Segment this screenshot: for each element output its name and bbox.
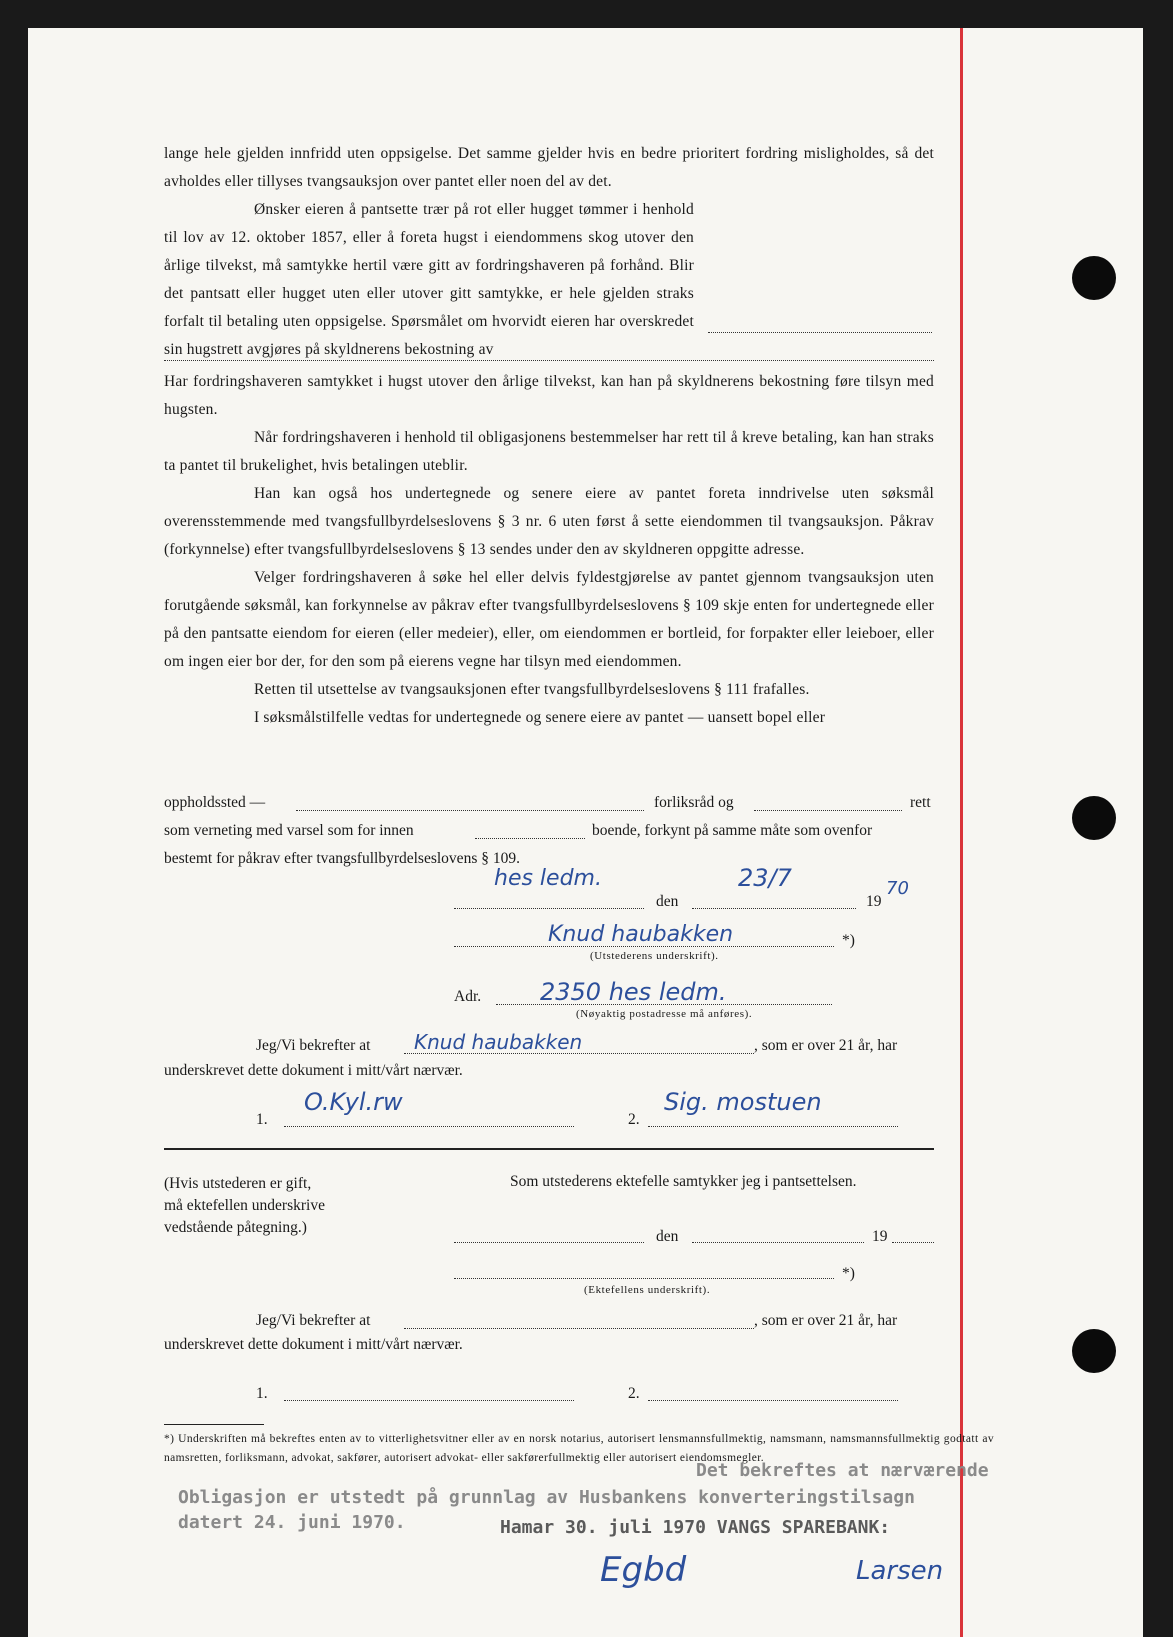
signature-line: [454, 946, 834, 947]
spouse-note-line: må ektefellen underskrive: [164, 1197, 325, 1214]
paragraph: Har fordringshaveren samtykket i hugst utover den årlige tilvekst, kan han på skyldnerens bekostning føre tilsyn med hugsten.: [164, 373, 934, 418]
stamp-line: datert 24. juni 1970.: [178, 1512, 406, 1533]
signature-line: [648, 1400, 898, 1401]
witness-signature-1: O.Kyl.rw: [304, 1088, 403, 1116]
bank-signature: Larsen: [856, 1556, 944, 1586]
punch-hole: [1072, 256, 1116, 300]
handwritten-year: 70: [886, 878, 909, 899]
fill-line: [454, 908, 644, 909]
confirm-label: underskrevet dette dokument i mitt/vårt nærvær.: [164, 1336, 463, 1353]
year-label: 19: [872, 1228, 888, 1245]
witness-number: 2.: [628, 1111, 640, 1128]
year-label: 19: [866, 893, 882, 910]
fill-line: [404, 1328, 754, 1329]
paragraph: Ønsker eieren å pantsette trær på rot eller hugget tømmer i henhold til lov av 12. oktober 1857, eller å foreta hugst i eiendommens skog utover den årlige tilvekst, må samtykke hertil være gitt av fordringshaveren på forhånd. Blir det pantsatt eller hugget uten eller utover gitt samtykke, er hele gjelden straks forfalt til betaling uten oppsigelse. Spørsmålet om hvorvidt eieren har overskredet sin hugstrett avgjøres på skyldnerens bekostning av: [164, 201, 694, 358]
fill-line: [454, 1242, 644, 1243]
fill-line: [692, 1242, 864, 1243]
fill-line: [754, 810, 902, 811]
body-text-main: [164, 368, 934, 732]
footnote-marker: *): [842, 932, 855, 949]
venue-label: boende, forkynt på samme måte som ovenfor: [592, 822, 873, 839]
stamp-line: Obligasjon er utstedt på grunnlag av Husbankens konverteringstilsagn: [178, 1487, 915, 1508]
signature-line: [284, 1126, 574, 1127]
handwritten-name: Knud haubakken: [414, 1030, 583, 1054]
paragraph: Velger fordringshaveren å søke hel eller delvis fyldestgjørelse av pantet gjennom tvangsauksjon uten forutgående søksmål, kan forkynnelse av påkrav efter tvangsfullbyrdelseslovens § 109 skje enten for undertegnede eller på den pantsatte eiendom for eieren (eller medeier), eller, om eiendommen er bortleid, for forpakter eller leieboer, eller om ingen eier bor der, for den som på eierens vegne har tilsyn med eiendommen.: [164, 569, 934, 670]
confirm-label: Jeg/Vi bekrefter at: [256, 1312, 371, 1329]
handwritten-address: 2350 hes ledm.: [540, 978, 727, 1006]
witness-signature-2: Sig. mostuen: [664, 1088, 822, 1116]
punch-hole: [1072, 1329, 1116, 1373]
confirm-label: , som er over 21 år, har: [754, 1037, 898, 1054]
signature-line: [284, 1400, 574, 1401]
witness-number: 1.: [256, 1111, 268, 1128]
confirm-label: underskrevet dette dokument i mitt/vårt nærvær.: [164, 1062, 463, 1079]
spouse-note: [164, 1173, 325, 1239]
fill-line: [892, 1242, 934, 1243]
body-text-top: [164, 140, 934, 364]
fill-line: [708, 332, 932, 333]
venue-label: bestemt for påkrav efter tvangsfullbyrdelseslovens § 109.: [164, 850, 520, 867]
paragraph: Han kan også hos undertegnede og senere eiere av pantet foreta inndrivelse uten søksmål overensstemmende med tvangsfullbyrdelseslovens § 3 nr. 6 uten først å sette eiendommen til tvangsauksjon. Påkrav (forkynnelse) efter tvangsfullbyrdelseslovens § 13 sendes under den av skyldneren oppgitte adresse.: [164, 485, 934, 558]
fill-line: [692, 908, 856, 909]
spouse-note-line: (Hvis utstederen er gift,: [164, 1175, 312, 1192]
signature-caption: (Ektefellens underskrift).: [584, 1284, 711, 1296]
venue-label: forliksråd og: [654, 794, 734, 811]
spouse-heading: Som utstederens ektefelle samtykker jeg i pantsettelsen.: [510, 1173, 857, 1190]
witness-number: 2.: [628, 1385, 640, 1402]
signature-caption: (Utstederens underskrift).: [590, 950, 719, 962]
confirm-label: Jeg/Vi bekrefter at: [256, 1037, 371, 1054]
address-caption: (Nøyaktig postadresse må anføres).: [576, 1008, 753, 1020]
footnote-marker: *): [842, 1265, 855, 1282]
fill-line: [404, 1053, 754, 1054]
punch-hole: [1072, 796, 1116, 840]
fill-line: [496, 1004, 832, 1005]
venue-label: oppholdssted —: [164, 794, 266, 811]
red-margin-line: [960, 28, 963, 1637]
date-label: den: [656, 1228, 679, 1245]
stamp-line: Hamar 30. juli 1970 VANGS SPAREBANK:: [500, 1517, 891, 1538]
date-label: den: [656, 893, 679, 910]
signature-line: [648, 1126, 898, 1127]
venue-label: som verneting med varsel som for innen: [164, 822, 414, 839]
venue-label: rett: [910, 794, 931, 811]
fill-line: [296, 810, 644, 811]
stamp-line: Det bekreftes at nærværende: [696, 1460, 989, 1481]
paragraph: Når fordringshaveren i henhold til obligasjonens bestemmelser har rett til å kreve betaling, kan han straks ta pantet til brukelighet, hvis betalingen uteblir.: [164, 429, 934, 474]
paragraph: Retten til utsettelse av tvangsauksjonen efter tvangsfullbyrdelseslovens § 111 frafalles.: [254, 681, 810, 698]
issuer-signature: Knud haubakken: [548, 922, 734, 947]
handwritten-place: hes ledm.: [494, 866, 602, 891]
handwritten-date: 23/7: [738, 864, 792, 892]
signature-line: [454, 1278, 834, 1279]
bank-signature: Egbd: [600, 1550, 687, 1590]
footnote-rule: [164, 1424, 264, 1425]
footnote-text: *) Underskriften må bekreftes enten av to vitterlighetsvitner eller av en norsk notarius, autorisert lensmannsfullmektig, namsmann, namsmannsfullmektig godtatt av namsretten, forliksmann, advokat, sakfører, autorisert advokat- eller sakførerfullmektig eller autorisert eiendomsmegler.: [164, 1433, 994, 1464]
address-label: Adr.: [454, 988, 482, 1005]
paragraph: I søksmålstilfelle vedtas for undertegnede og senere eiere av pantet — uansett bopel eller: [254, 709, 826, 726]
spouse-note-line: vedstående påtegning.): [164, 1219, 307, 1236]
confirm-label: , som er over 21 år, har: [754, 1312, 898, 1329]
witness-number: 1.: [256, 1385, 268, 1402]
fill-line: [475, 838, 585, 839]
section-divider: [164, 1148, 934, 1150]
fill-line: [164, 360, 934, 361]
paragraph: lange hele gjelden innfridd uten oppsigelse. Det samme gjelder hvis en bedre prioritert fordring misligholdes, så det avholdes eller tillyses tvangsauksjon over pantet eller noen del av det.: [164, 145, 934, 190]
